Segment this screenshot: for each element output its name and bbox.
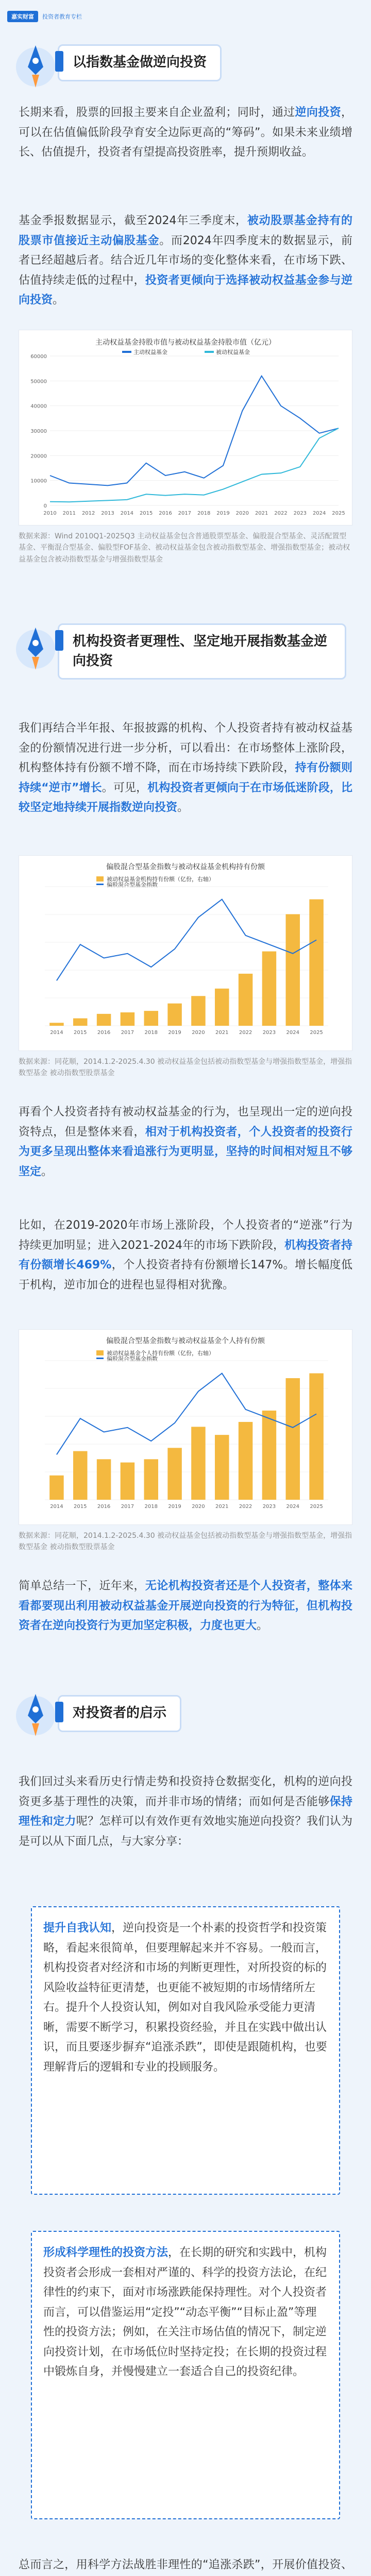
chart3-svg-x-tick: 2014 — [50, 1504, 63, 1510]
insight-text-2: 形成科学理性的投资方法，在长期的研究和实践中，机构投资者会形成一套相对严谨的、科学的投资方法论，在纪律性的约束下，面对市场涨跌能保持理性。对个人投资者而言，可以借鉴运用“定投”“动态平衡”“目标止盈”等理性的投资方法；例如，在关注市场估值的情况下，制定逆向投资计划，在市场低位时坚持定投；在长期的投资过程中锻炼自身，并慢慢建立一套适合自己的投资纪律。 — [43, 2246, 327, 2378]
chart1-x-tick: 2012 — [81, 511, 95, 516]
chart2-svg-bar — [262, 952, 276, 1026]
chart1-svg — [19, 330, 352, 525]
chart2-svg-x-tick: 2016 — [97, 1030, 111, 1036]
chart2-svg-bar — [286, 914, 300, 1026]
chart3-svg-bar — [191, 1427, 206, 1500]
chart3 — [19, 1329, 352, 1525]
rocket-icon — [12, 36, 59, 98]
chart3-svg-bar — [286, 1378, 300, 1500]
chart2-svg-legend-swatch — [96, 884, 104, 885]
chart1-y-tick: 0 — [43, 503, 47, 509]
title-marker — [55, 630, 63, 651]
chart3-svg-bar — [262, 1411, 276, 1500]
chart3-svg-x-tick: 2015 — [74, 1504, 87, 1510]
chart3-svg-bar — [121, 1463, 135, 1500]
chart1-x-tick: 2016 — [159, 511, 172, 516]
chart1-legend-label: 被动权益基金 — [216, 349, 250, 355]
chart3-svg-x-tick: 2019 — [168, 1504, 181, 1510]
highlight-text: 持有份额则持续“逆市”增长 — [19, 761, 352, 794]
chart2-svg-x-tick: 2014 — [50, 1030, 63, 1036]
title-marker — [55, 51, 63, 72]
chart3-svg-x-tick: 2024 — [286, 1504, 299, 1510]
chart1-x-tick: 2017 — [178, 511, 192, 516]
chart2-svg-index-line — [57, 900, 316, 981]
chart1-x-tick: 2011 — [62, 511, 76, 516]
section2-paragraph-2: 再看个人投资者持有被动权益基金的行为，也呈现出一定的逆向投资特点，但是整体来看，相对于机构投资者，个人投资者的投资行为更多呈现出整体来看追涨行为更明显，坚持的时间相对短且不够坚定。 — [19, 1106, 352, 1178]
chart1-x-tick: 2020 — [235, 511, 249, 516]
section2-decoration — [12, 618, 59, 680]
highlight-text: 提升自我认知 — [43, 1922, 112, 1935]
section1-paragraph-2: 基金季报数据显示，截至2024年三季度末，被动股票基金持有的股票市值接近主动偏股基金。而2024年四季度末的数据显示，前者已经超越后者。结合近几年市场的变化整体来看，在市场下跌、估值持续走低的过程中，投资者更倾向于选择被动权益基金参与逆向投资。 — [19, 214, 352, 307]
chart1-x-tick: 2018 — [197, 511, 211, 516]
section2-paragraph-3: 比如，在2019-2020年市场上涨阶段，个人投资者的“逆涨”行为持续更加明显；进入2021-2024年的市场下跌阶段，机构投资者持有份额增长469%，个人投资者持有份额增长147%。增长幅度低于机构，逆市加仓的进程也显得相对犹豫。 — [19, 1219, 353, 1292]
chart2-svg-bar — [167, 1004, 182, 1026]
chart2-svg-x-tick: 2025 — [310, 1030, 323, 1036]
chart3-svg-x-tick: 2023 — [262, 1504, 276, 1510]
chart1-y-tick: 60000 — [30, 354, 47, 360]
chart2-svg-x-tick: 2015 — [74, 1030, 87, 1036]
brand-logo: 嘉实财富 — [7, 11, 38, 22]
chart1-y-tick: 50000 — [30, 379, 47, 385]
chart1-series-line — [50, 428, 339, 502]
brand-subtitle: 投资者教育专栏 — [42, 13, 82, 20]
chart3-svg-x-tick: 2018 — [144, 1504, 158, 1510]
chart1-y-tick: 10000 — [30, 478, 47, 484]
section2-paragraph-4: 简单总结一下，近年来，无论机构投资者还是个人投资者，整体来看都要现出利用被动权益基金开展逆向投资的行为特征，但机构投资者在逆向投资行为更加坚定积极，力度也更大。 — [19, 1580, 352, 1632]
section1-title-block — [58, 44, 222, 81]
chart3-svg-title: 偏股混合型基金指数与被动权益基金个人持有份额 — [106, 1337, 265, 1345]
chart1-y-tick: 40000 — [30, 403, 47, 410]
section3-decoration — [12, 1685, 59, 1747]
chart2-svg-bar — [309, 900, 324, 1026]
chart3-svg-legend-swatch — [96, 1358, 104, 1359]
chart2 — [19, 855, 352, 1051]
chart2-svg-x-tick: 2019 — [168, 1030, 181, 1036]
chart2-svg-x-tick: 2021 — [215, 1030, 229, 1036]
section2-paragraph-1: 我们再结合半年报、年报披露的机构、个人投资者持有被动权益基金的份额情况进行进一步分析，可以看出：在市场整体上涨阶段，机构整体持有份额不增不降，而在市场持续下跌阶段，持有份额则持续“逆市”增长。可见，机构投资者更倾向于在市场低迷阶段，比较坚定地持续开展指数逆向投资。 — [19, 722, 352, 814]
top-bar — [0, 0, 371, 33]
highlight-text: 相对于机构投资者，个人投资者的投资行为更多呈现出整体来看追涨行为更明显，坚持的时间相对短且不够坚定 — [19, 1125, 352, 1178]
chart1-title: 主动权益基金持股市值与被动权益基金持股市值（亿元） — [95, 338, 276, 347]
title-marker — [55, 1702, 63, 1722]
chart3-svg-x-tick: 2022 — [239, 1504, 252, 1510]
chart2-svg-x-tick: 2020 — [192, 1030, 205, 1036]
section2-title-block — [58, 623, 346, 680]
chart3-svg-x-tick: 2016 — [97, 1504, 111, 1510]
section3-paragraph-1: 我们回过头来看历史行情走势和投资持仓数据变化，机构的逆向投资更多基于理性的决策，而并非市场的情绪；而如何是否能够保持理性和定力呢？怎样可以有效作更有效地实施逆向投资？我们认为是可以从下面几点，与大家分享： — [19, 1775, 352, 1848]
chart1-x-tick: 2024 — [312, 511, 326, 516]
chart1-x-tick: 2014 — [120, 511, 134, 516]
insight-text-1: 提升自我认知，逆向投资是一个朴素的投资哲学和投资策略，看起来很简单，但要理解起来并不容易。一般而言，机构投资者对经济和市场的判断更理性，对所投资的标的风险收益特征更清楚，也更能不被短期的市场情绪所左右。提升个人投资认知，例如对自我风险承受能力更清晰，需要不断学习，积累投资经验，并且在实践中做出认识，而且要逐步摒弃“追涨杀跌”，即使是跟随机构，也要理解背后的逻辑和专业的投顾服务。 — [43, 1922, 327, 2074]
chart2-svg-bar — [121, 1012, 135, 1026]
chart3-svg-bar — [309, 1374, 324, 1500]
section2-title — [58, 623, 346, 680]
chart1-y-tick: 20000 — [30, 453, 47, 460]
chart2-svg-bar — [73, 1019, 88, 1026]
highlight-text: 形成科学理性的投资方法 — [43, 2246, 168, 2259]
chart1 — [19, 330, 352, 526]
highlight-text: 投资者更倾向于选择被动权益基金参与逆向投资 — [19, 274, 352, 307]
chart2-svg — [19, 856, 352, 1050]
chart3-svg-x-tick: 2017 — [121, 1504, 134, 1510]
chart2-svg-bar — [191, 996, 206, 1026]
chart1-x-tick: 2010 — [43, 511, 57, 516]
chart2-svg-bar — [239, 974, 253, 1026]
chart1-x-tick: 2023 — [293, 511, 307, 516]
highlight-text: 保持理性和定力 — [19, 1795, 352, 1828]
chart1-x-tick: 2019 — [216, 511, 230, 516]
highlight-text: 被动股票基金持有的股票市值接近主动偏股基金 — [19, 214, 352, 247]
rocket-icon — [12, 1685, 59, 1747]
chart3-svg-x-tick: 2020 — [192, 1504, 205, 1510]
chart2-svg-bar — [215, 989, 229, 1026]
insight-callout-2 — [31, 2231, 340, 2519]
chart2-svg-bar — [49, 1023, 64, 1026]
section2-title-text: 机构投资者更理性、坚定地开展指数基金逆向投资 — [73, 634, 328, 669]
chart1-x-tick: 2015 — [139, 511, 153, 516]
chart1-legend-swatch — [205, 351, 214, 353]
section3-title — [58, 1695, 181, 1732]
chart3-svg — [19, 1330, 352, 1524]
chart1-x-tick: 2021 — [255, 511, 268, 516]
insight-callout-1 — [31, 1906, 340, 2195]
chart2-svg-legend-swatch — [96, 876, 104, 882]
chart3-svg-index-line — [57, 1374, 316, 1455]
chart3-svg-bar — [73, 1451, 88, 1500]
chart1-x-tick: 2025 — [332, 511, 345, 516]
chart3-svg-legend-label: 偏股混合型基金指数 — [107, 1355, 158, 1362]
chart3-source: 数据来源：同花顺，2014.1.2-2025.4.30 被动权益基金包括被动指数型基金与增强指数型基金，增强指数型基金 被动指数型股票基金 — [19, 1532, 352, 1552]
chart2-svg-x-tick: 2022 — [239, 1030, 252, 1036]
highlight-text: 机构投资者持有份额增长469% — [19, 1239, 352, 1272]
section1-decoration — [12, 36, 59, 98]
chart2-svg-title: 偏股混合型基金指数与被动权益基金机构持有份额 — [106, 863, 265, 871]
chart2-svg-legend-label: 偏股混合型基金指数 — [107, 882, 158, 888]
section3-title-text: 对投资者的启示 — [73, 1705, 167, 1721]
chart1-x-tick: 2013 — [101, 511, 114, 516]
chart2-svg-x-tick: 2018 — [144, 1030, 158, 1036]
chart2-source: 数据来源：同花顺，2014.1.2-2025.4.30 被动权益基金包括被动指数型基金与增强指数型基金，增强指数型基金 被动指数型股票基金 — [19, 1058, 352, 1078]
chart2-svg-x-tick: 2017 — [121, 1030, 134, 1036]
chart3-svg-bar — [97, 1459, 111, 1500]
section1-paragraph-1: 长期来看，股票的回报主要来自企业盈利；同时，通过逆向投资，可以在估值偏低阶段孕育安全边际更高的“筹码”。如果未来业绩增长、估值提升，投资者有望提高投资胜率，提升预期收益。 — [19, 106, 352, 159]
section1-source: 数据来源：Wind 2010Q1-2025Q3 主动权益基金包含普通股票型基金、偏股混合型基金、灵活配置型基金、平衡混合型基金、偏股型FOF基金、被动权益基金包含被动指数型基金、增强指数型基金；被动权益基金包含被动指数型基金与增强指数型基金 — [19, 532, 350, 564]
rocket-icon — [12, 618, 59, 680]
chart3-svg-x-tick: 2021 — [215, 1504, 229, 1510]
chart1-legend-swatch — [122, 351, 131, 353]
chart2-svg-legend-label: 被动权益基金机构持有份额（亿份，右轴） — [107, 876, 214, 883]
chart3-svg-bar — [167, 1448, 182, 1500]
chart2-svg-x-tick: 2023 — [262, 1030, 276, 1036]
section1-title-text: 以指数基金做逆向投资 — [73, 55, 207, 70]
highlight-text: 逆向投资 — [295, 106, 341, 119]
chart3-svg-bar — [144, 1459, 159, 1500]
chart3-svg-bar — [215, 1435, 229, 1500]
chart3-svg-bar — [49, 1476, 64, 1500]
highlight-text: 机构投资者更倾向于在市场低迷阶段，比较坚定地持续开展指数逆向投资 — [19, 781, 352, 814]
chart1-y-tick: 30000 — [30, 429, 47, 434]
highlight-text: 无论机构投资者还是个人投资者，整体来看都要现出利用被动权益基金开展逆向投资的行为特征，但机构投资者在逆向投资行为更加坚定积极，力度也更大 — [19, 1580, 352, 1632]
section1-title — [58, 44, 222, 81]
chart3-svg-x-tick: 2025 — [310, 1504, 323, 1510]
chart2-svg-bar — [97, 1014, 111, 1026]
chart2-svg-x-tick: 2024 — [286, 1030, 299, 1036]
chart3-svg-bar — [239, 1422, 253, 1500]
section3-paragraph-2: 总而言之，用科学方法战胜非理性的“追涨杀跌”，开展价值投资、 — [19, 2558, 352, 2571]
chart1-legend-label: 主动权益基金 — [133, 349, 167, 355]
chart1-x-tick: 2022 — [274, 511, 288, 516]
chart3-svg-legend-swatch — [96, 1350, 104, 1355]
chart3-svg-legend-label: 被动权益基金个人持有份额（亿份，右轴） — [107, 1350, 214, 1357]
section3-title-block — [58, 1695, 181, 1732]
chart2-svg-bar — [144, 1011, 159, 1026]
